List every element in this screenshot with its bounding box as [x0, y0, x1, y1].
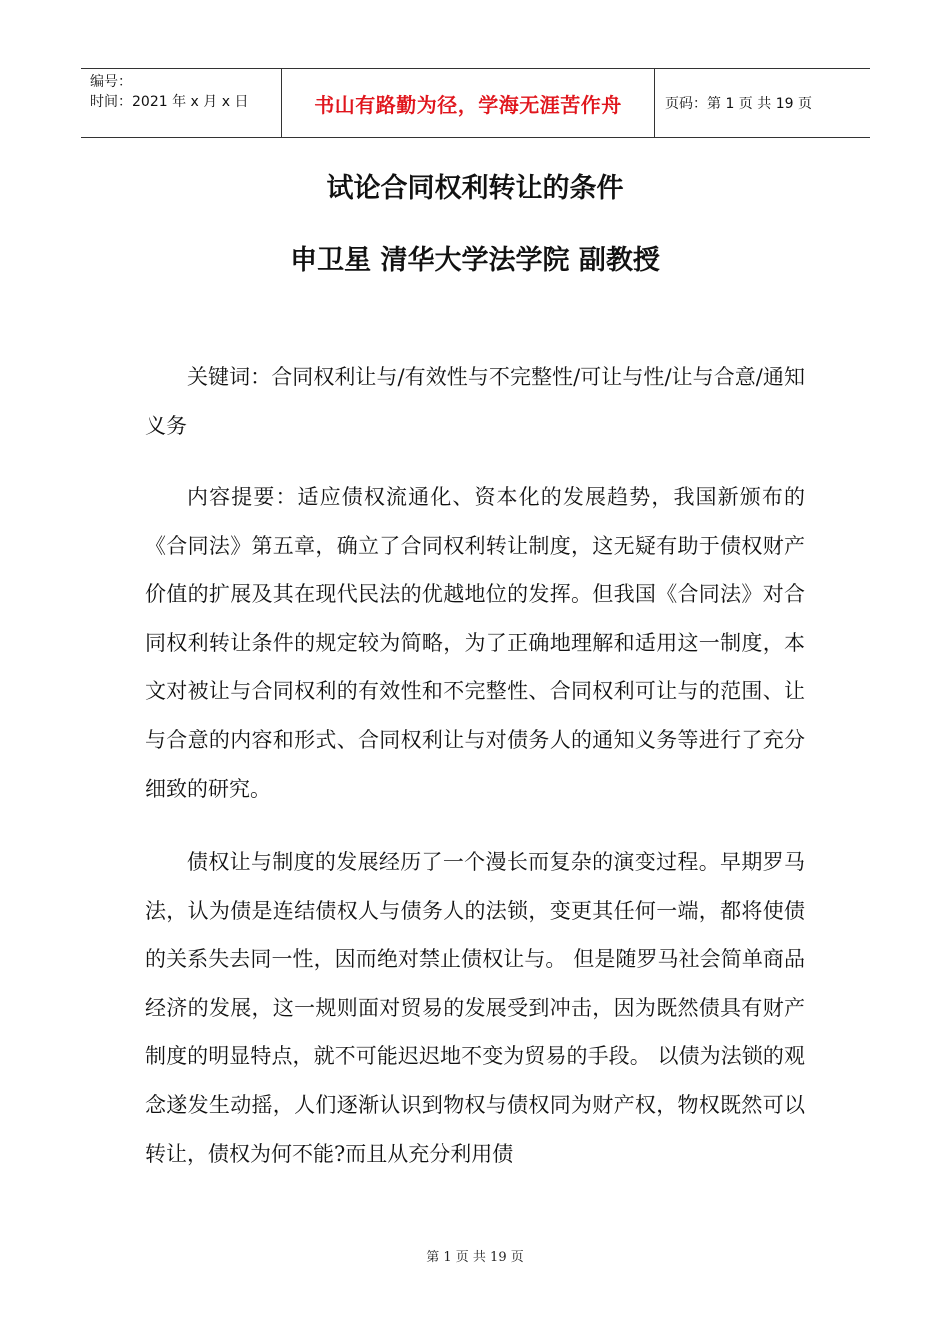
time-label: 时间：2021 年 x 月 x 日 [90, 94, 249, 110]
keywords-paragraph [145, 353, 805, 450]
header-meta [81, 69, 281, 137]
abstract-text: 内容提要：适应债权流通化、资本化的发展趋势，我国新颁布的《合同法》第五章，确立了合同权利转让制度，这无疑有助于债权财产价值的扩展及其在现代民法的优越地位的发挥。但我国《合同法》对合同权利转让条件的规定较为简略，为了正确地理解和适用这一制度，本文对被让与合同权利的有效性和不完整性、合同权利可让与的范围、让与合意的内容和形式、合同权利让与对债务人的通知义务等进行了充分细致的研究。 [145, 485, 805, 801]
number-label: 编号： [90, 74, 132, 90]
body-text: 债权让与制度的发展经历了一个漫长而复杂的演变过程。早期罗马法，认为债是连结债权人与债务人的法锁，变更其任何一端，都将使债的关系失去同一性，因而绝对禁止债权让与。 但是随罗马社会简单商品经济的发展，这一规则面对贸易的发展受到冲击，因为既然债具有财产制度的明显特点，就不可能迟迟地不变为贸易的手段。 以债为法锁的观念遂发生动摇，人们逐渐认识到物权与债权同为财产权，物权既然可以转让，债权为何不能?而且从充分利用债 [145, 850, 805, 1166]
header-motto: 书山有路勤为径，学海无涯苦作舟 [281, 69, 655, 137]
document-header [81, 68, 870, 138]
author-line: 申卫星 清华大学法学院 副教授 [290, 245, 660, 276]
body-paragraph [145, 838, 805, 1178]
header-page-info: 页码：第 1 页 共 19 页 [665, 96, 812, 112]
page-footer: 第 1 页 共 19 页 [426, 1250, 524, 1265]
keywords-text: 关键词：合同权利让与/有效性与不完整性/可让与性/让与合意/通知义务 [145, 365, 805, 438]
abstract-paragraph [145, 473, 805, 813]
document-title: 试论合同权利转让的条件 [326, 173, 624, 204]
